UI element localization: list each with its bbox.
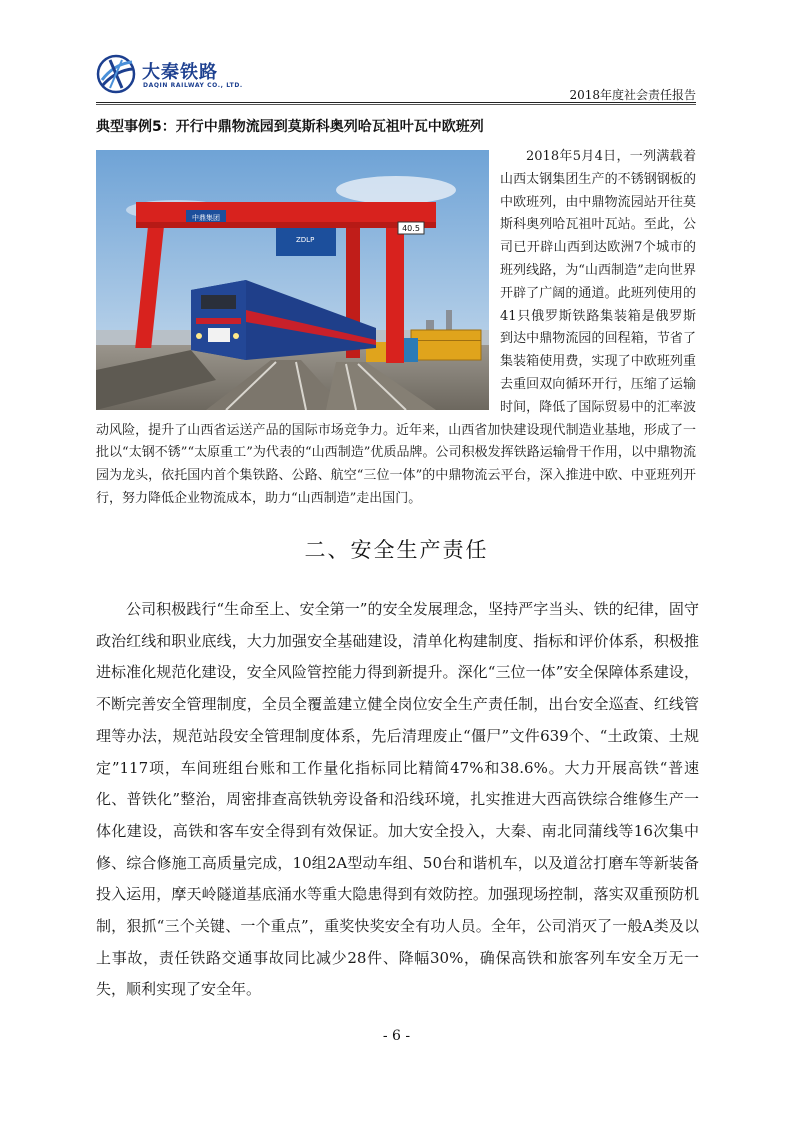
crane-label: 中鼎集团: [192, 214, 220, 222]
case-title: 典型事例5：开行中鼎物流园到莫斯科奥列哈瓦祖叶瓦中欧班列: [96, 119, 484, 135]
daqin-logo-icon: [96, 54, 136, 94]
section-heading: 二、安全生产责任: [304, 538, 489, 562]
header-divider: [96, 102, 696, 103]
company-logo: [96, 52, 246, 102]
logo-chinese-text: 大秦铁路: [142, 62, 218, 83]
case-paragraph: 2018年5月4日，一列满载着山西太钢集团生产的不锈钢钢板的中欧班列，由中鼎物流园站开往莫斯科奥列哈瓦祖叶瓦站。至此，公司已开辟山西到达欧洲7个城市的班列线路，为“山西制造”走向世界开辟了广阔的通道。此班列使用的41只俄罗斯铁路集装箱是俄罗斯到达中鼎物流园的回程箱，节省了集装箱使用费，实现了中欧班列重去重回双向循环开行，压缩了运输时间，降低了国际贸易中的汇率波动风险，提升了山西省运送产品的国际市场竞争力。近年来，山西省加快建设现代制造业基地，形成了一批以“太钢不锈”“太原重工”为代表的“山西制造”优质品牌。公司积极发挥铁路运输骨干作用，以中鼎物流园为龙头，依托国内首个集铁路、公路、航空“三位一体”的中鼎物流云平台，深入推进中欧、中亚班列开行，努力降低企业物流成本，助力“山西制造”走出国门。: [96, 149, 696, 506]
photo-illustration: [96, 150, 489, 410]
report-title: 2018年度社会责任报告: [569, 88, 696, 102]
crane-sign: 40.5: [402, 224, 420, 233]
header-divider-thin: [96, 104, 696, 105]
page-number: - 6 -: [382, 1028, 411, 1044]
section-body: [96, 594, 699, 1006]
train-crane-photo: [96, 150, 489, 410]
page-header: [96, 52, 696, 102]
logo-english-text: DAQIN RAILWAY CO., LTD.: [143, 82, 243, 89]
crane-logo-text: ZDLP: [296, 236, 315, 244]
section-paragraph: 公司积极践行“生命至上、安全第一”的安全发展理念，坚持严字当头、铁的纪律，固守政治红线和职业底线，大力加强安全基础建设，清单化构建制度、指标和评价体系，积极推进标准化规范化建设，安全风险管控能力得到新提升。深化“三位一体”安全保障体系建设，不断完善安全管理制度，全员全覆盖建立健全岗位安全生产责任制，出台安全巡查、红线管理等办法，规范站段安全管理制度体系，先后清理废止“僵尸”文件639个、“土政策、土规定”117项，车间班组台账和工作量化指标同比精简47%和38.6%。大力开展高铁“普速化、普铁化”整治，周密排查高铁轨旁设备和沿线环境，扎实推进大西高铁综合维修生产一体化建设，高铁和客车安全得到有效保证。加大安全投入，大秦、南北同蒲线等16次集中修、综合修施工高质量完成，10组2A型动车组、50台和谐机车，以及道岔打磨车等新装备投入运用，摩天岭隧道基底涌水等重大隐患得到有效防控。加强现场控制，落实双重预防机制，狠抓“三个关键、一个重点”，重奖快奖安全有功人员。全年，公司消灭了一般A类及以上事故，责任铁路交通事故同比减少28件、降幅30%，确保高铁和旅客列车安全万无一失，顺利实现了安全年。: [96, 600, 699, 999]
